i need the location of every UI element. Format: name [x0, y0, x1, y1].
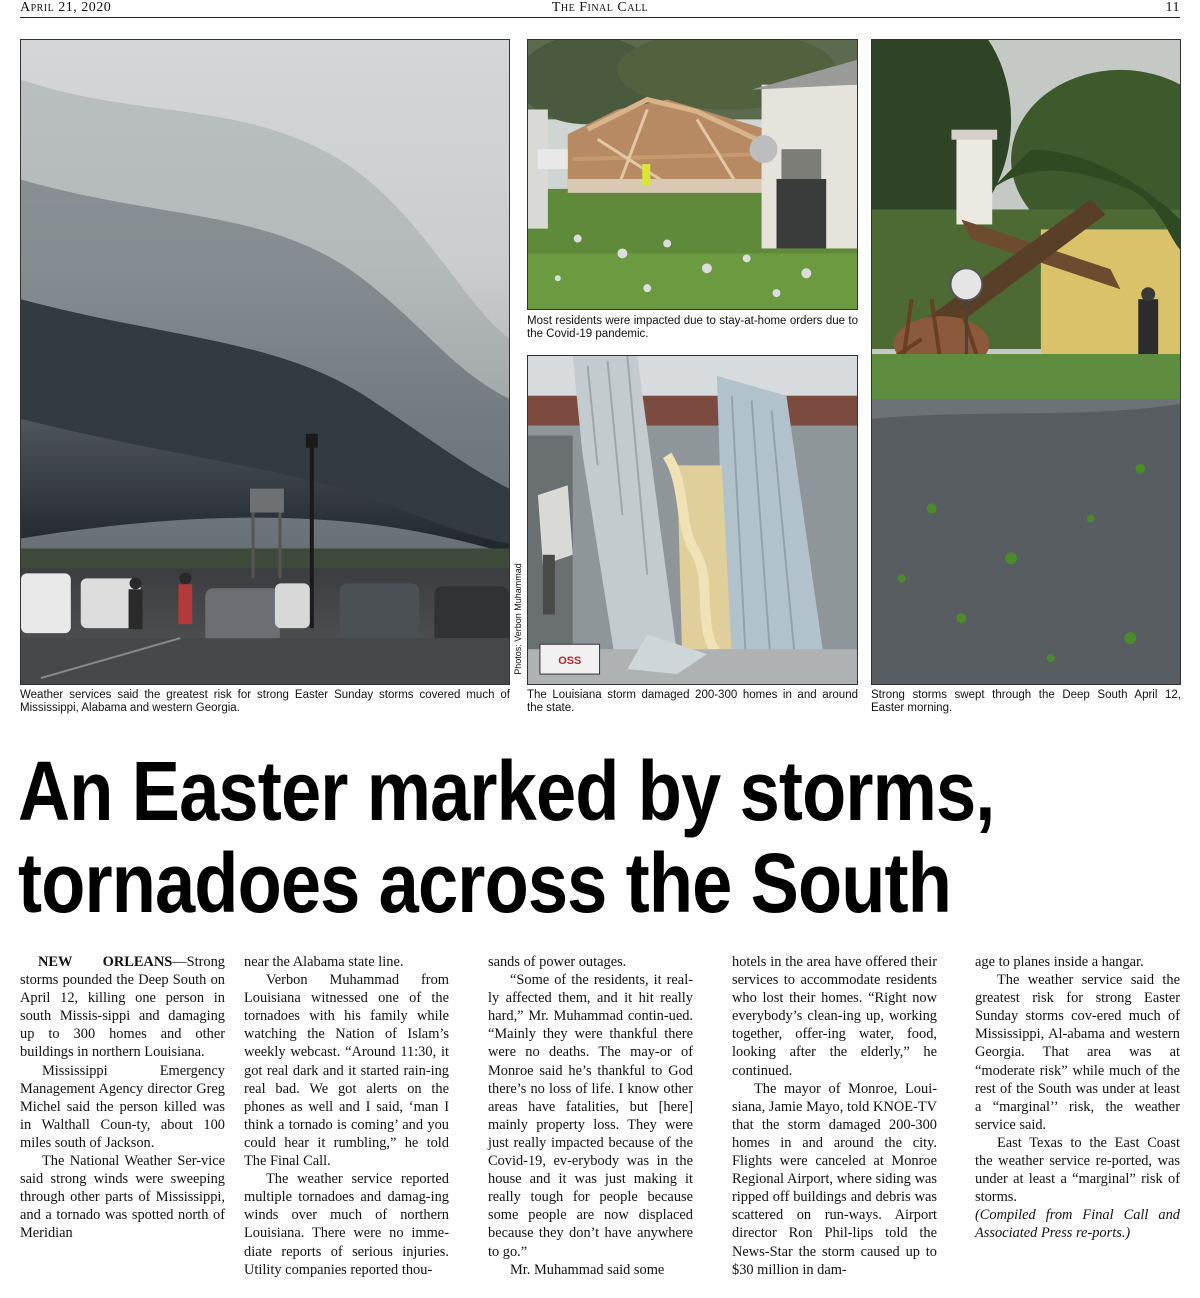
article-attribution: (Compiled from Final Call and Associated Press re-ports.): [975, 1207, 1180, 1242]
article-paragraph: The weather service reported multiple tornadoes and damag-ing winds over much of northern Louisiana. There were no imme-diate reports of serious injuries. Utility companies reported thou-: [244, 1171, 449, 1278]
newspaper-name: The Final Call: [551, 0, 649, 15]
article-paragraph: Verbon Muhammad from Louisiana witnessed one of the tornadoes with his family while watching the Nation of Islam’s weekly webcast. “Around 11:30, it got real dark and it started rain-ing real bad. We got alerts on the phones as well and I said, ‘man I think a tornado is coming’ and you could hear it rumbling,” he told The Final Call.: [244, 972, 449, 1170]
dateline: NEW ORLEANS: [38, 954, 173, 970]
damaged-building-caption: The Louisiana storm damaged 200-300 homes in and around the state.: [527, 689, 858, 714]
article-paragraph: “Some of the residents, it real-ly affected them, and it hit really hard,” Mr. Muhammad contin-ued. “Mainly they were thankful there were no deaths. The may-or of Monroe said he’s thankful to God there’s no loss of life. I know other areas have fatalities, but [here] mainly property loss. They were just really impacted because of the Covid-19, ev-erybody was in the house and it was just making it really tough for people because some people are now displaced because they don’t have anywhere to go.”: [488, 972, 693, 1260]
article-paragraph: sands of power outages.: [488, 954, 627, 970]
article-paragraph: Mr. Muhammad said some: [510, 1261, 665, 1278]
article-paragraph: near the Alabama state line.: [244, 954, 404, 970]
issue-date: April 21, 2020: [20, 0, 112, 15]
article-column-3: [488, 953, 693, 1279]
page-header: [20, 0, 1180, 18]
fallen-tree-photo: [871, 39, 1181, 685]
storm-cloud-caption: Weather services said the greatest risk for strong Easter Sunday storms covered much of Mississippi, Alabama and western Georgia.: [20, 689, 510, 714]
article-column-5: [975, 953, 1180, 1243]
article-paragraph: The National Weather Ser-vice said strong winds were sweeping through other parts of Mississippi, and a tornado was spotted north of Meridian: [20, 1153, 225, 1242]
headline-line-1: An Easter marked by storms,: [18, 744, 995, 838]
damaged-building-photo: [527, 355, 858, 685]
storm-cloud-photo: [20, 39, 510, 685]
destroyed-house-caption: Most residents were impacted due to stay-at-home orders due to the Covid-19 pandemic.: [527, 315, 858, 340]
headline-line-2: tornadoes across the South: [18, 836, 951, 930]
page-number: 11: [1165, 0, 1180, 15]
article-column-1: [20, 953, 225, 1243]
business-sign-text: OSS: [558, 655, 582, 668]
article-column-2: [244, 953, 449, 1279]
article-paragraph: East Texas to the East Coast the weather service re-ported, was under at least a “marginal” risk of storms.: [975, 1134, 1180, 1206]
destroyed-house-photo: [527, 39, 858, 310]
photo-credit: Photos: Verbon Muhammad: [513, 563, 523, 675]
article-paragraph: age to planes inside a hangar.: [975, 954, 1144, 970]
article-body: [20, 953, 1182, 1288]
article-headline: [18, 745, 1188, 929]
article-column-4: [732, 953, 937, 1279]
fallen-tree-caption: Strong storms swept through the Deep South April 12, Easter morning.: [871, 689, 1181, 714]
article-paragraph: The mayor of Monroe, Loui-siana, Jamie Mayo, told KNOE-TV that the storm damaged 200-300 homes in and around the city. Flights were canceled at Monroe Regional Airport, where siding was ripped off buildings and debris was scattered on run-ways. Airport director Ron Phil-lips told the News-Star the storm caused up to $30 million in dam-: [732, 1080, 937, 1278]
article-paragraph: hotels in the area have offered their services to accommodate residents who lost their homes. “Right now everybody’s clean-ing up, working together, offer-ing water, food, looking after the elderly,” he continued.: [732, 954, 937, 1079]
article-paragraph: NEW ORLEANS—Strong storms pounded the Deep South on April 12, killing one person in south Missis-sippi and damaging up to 300 homes and other buildings in northern Louisiana.: [20, 954, 225, 1061]
article-paragraph: The weather service said the greatest risk for strong Easter Sunday storms cov-ered much of Mississippi, Al-abama and western Georgia. That area was at “moderate risk” while much of the rest of the South was under at least a “marginal’’ risk, the weather service said.: [975, 972, 1180, 1133]
article-paragraph: Mississippi Emergency Management Agency director Greg Michel said the person killed was in Walthall Coun-ty, about 100 miles south of Jackson.: [20, 1062, 225, 1151]
